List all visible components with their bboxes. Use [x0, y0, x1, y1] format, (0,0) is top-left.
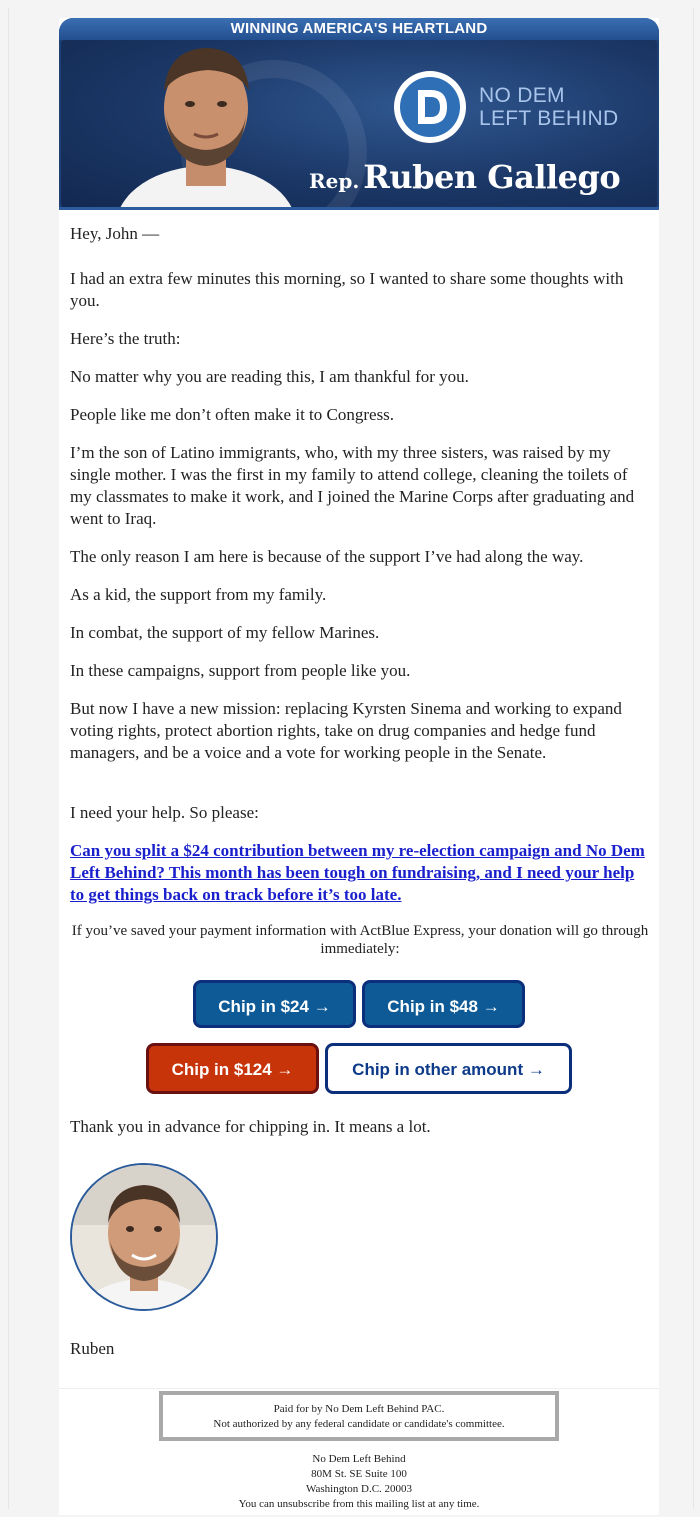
banner-tagline-bar [59, 18, 659, 40]
signoff: Ruben [70, 1339, 115, 1358]
rep-prefix: Rep. [309, 169, 360, 193]
footer-divider [59, 1388, 659, 1389]
unsubscribe-text[interactable]: You can unsubscribe from this mailing list at any time. [238, 1498, 480, 1510]
paragraph: In these campaigns, support from people like you. [70, 661, 411, 680]
email-card [59, 18, 659, 1515]
email-frame [8, 8, 694, 1509]
street-address: 80M St. SE Suite 100 [311, 1468, 407, 1480]
paragraph: The only reason I am here is because of the support I’ve had along the way. [70, 547, 584, 566]
logo-wordmark [479, 84, 618, 130]
not-authorized-text: Not authorized by any federal candidate or candidate's committee. [213, 1418, 505, 1430]
signature-avatar [70, 1163, 218, 1311]
actblue-express-note: If you’ve saved your payment information with ActBlue Express, your donation will go through immediately: [71, 923, 649, 957]
city-address: Washington D.C. 20003 [305, 1483, 413, 1495]
chip-in-other-amount-button[interactable]: Chip in other amount → [325, 1043, 572, 1094]
paragraph: I’m the son of Latino immigrants, who, with my three sisters, was raised by my single mother. I was the first in my family to attend college, cleaning the toilets of my classmates to make it work, and I joined the Marine Corps after graduating and went to Iraq. [70, 443, 635, 528]
logo-text-line1: NO DEM [479, 84, 565, 107]
paragraph: In combat, the support of my fellow Marines. [70, 623, 380, 642]
chip-in-124-button[interactable]: Chip in $124 → [146, 1043, 319, 1094]
paragraph: As a kid, the support from my family. [70, 585, 327, 604]
banner-image [61, 40, 657, 208]
signature-portrait-illustration [72, 1165, 216, 1309]
paragraph: I need your help. So please: [70, 803, 259, 822]
org-name: No Dem Left Behind [312, 1453, 406, 1465]
rep-portrait-illustration [116, 40, 296, 208]
paragraph: People like me don’t often make it to Congress. [70, 405, 395, 424]
donation-ask-link[interactable]: Can you split a $24 contribution between my re-election campaign and No Dem Left Behind? This month has been tough on fundraising, and I need your help to get things back on track before it’s too late. [70, 841, 645, 904]
thanks-line: Thank you in advance for chipping in. It means a lot. [70, 1117, 431, 1136]
paragraph: I had an extra few minutes this morning, so I wanted to share some thoughts with you. [70, 269, 624, 310]
logo-text-line2: LEFT BEHIND [479, 107, 619, 130]
paid-for-disclaimer [159, 1391, 559, 1441]
rep-name-line [309, 158, 620, 196]
no-dem-left-behind-logo-icon [391, 68, 469, 146]
rep-name: Ruben Gallego [363, 158, 621, 196]
chip-in-24-button[interactable]: Chip in $24 → [193, 980, 356, 1028]
banner-bottom-border [59, 207, 659, 210]
paragraph: No matter why you are reading this, I am thankful for you. [70, 367, 469, 386]
paragraph: But now I have a new mission: replacing Kyrsten Sinema and working to expand voting rights, protect abortion rights, take on drug companies and hedge fund managers, and be a voice and a vote for working people in the Senate. [70, 699, 622, 762]
paragraph: Here’s the truth: [70, 329, 181, 348]
mailing-address [59, 1452, 659, 1512]
banner-tagline: WINNING AMERICA'S HEARTLAND [230, 20, 488, 37]
greeting: Hey, John — [70, 224, 160, 243]
header-banner [59, 18, 659, 210]
paid-for-text: Paid for by No Dem Left Behind PAC. [273, 1403, 445, 1415]
chip-in-48-button[interactable]: Chip in $48 → [362, 980, 525, 1028]
